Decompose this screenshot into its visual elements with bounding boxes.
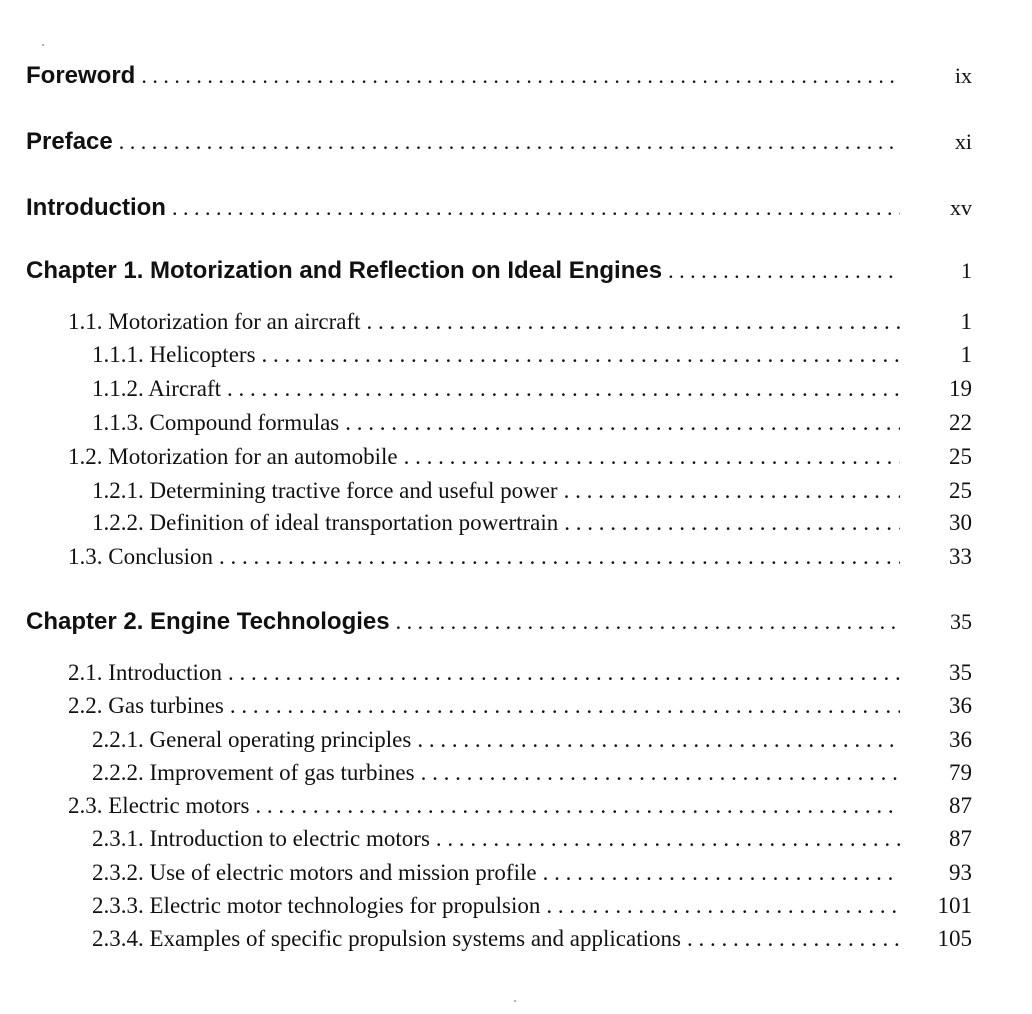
toc-page-number: 101 (937, 893, 972, 918)
toc-entry-2-3-2 (92, 860, 972, 886)
toc-title: Introduction (26, 194, 166, 221)
toc-entry-chapter-1 (26, 257, 972, 285)
toc-title: 1.1.2. Aircraft (92, 376, 222, 401)
toc-page-number: 36 (949, 693, 972, 718)
toc-title: 2.3. Electric motors (68, 793, 250, 818)
toc-title: 1.3. Conclusion (68, 544, 214, 569)
toc-page-number: 22 (949, 410, 972, 435)
toc-title: 2.3.2. Use of electric motors and mission profile (92, 860, 537, 885)
toc-entry-2-1 (68, 660, 972, 686)
dot-leader (255, 793, 900, 819)
toc-page-number: 105 (937, 926, 972, 951)
toc-entry-preface (26, 128, 972, 156)
dot-leader (227, 376, 900, 402)
toc-title: 2.2.2. Improvement of gas turbines (92, 760, 415, 785)
dot-leader (436, 826, 900, 852)
toc-entry-1-1-2 (92, 376, 972, 402)
toc-title: 1.1. Motorization for an aircraft (68, 309, 361, 334)
toc-page-number: 35 (950, 609, 972, 634)
toc-entry-introduction (26, 194, 972, 222)
toc-entry-1-2-2 (92, 510, 972, 536)
toc-entry-2-2-2 (92, 760, 972, 786)
dot-leader (367, 309, 901, 335)
toc-title: 1.2.1. Determining tractive force and useful power (92, 478, 558, 503)
toc-page-number: 25 (949, 478, 972, 503)
toc-page-number: xv (950, 195, 972, 220)
toc-page-number: 79 (949, 760, 972, 785)
toc-title: Foreword (26, 62, 136, 89)
toc-page-number: ix (954, 63, 972, 88)
dot-leader (543, 860, 900, 886)
toc-page-number: 87 (949, 826, 972, 851)
toc-title: Chapter 2. Engine Technologies (26, 608, 390, 635)
toc-entry-1-1-3 (92, 410, 972, 436)
dot-leader (564, 510, 900, 536)
toc-title: 1.2. Motorization for an automobile (68, 444, 398, 469)
toc-page-number: 87 (949, 793, 972, 818)
toc-entry-1-2-1 (92, 478, 972, 504)
toc-entry-2-2 (68, 693, 972, 719)
toc-title: 1.1.3. Compound formulas (92, 410, 340, 435)
toc-title: 1.1.1. Helicopters (92, 342, 256, 367)
toc-entry-foreword (26, 62, 972, 90)
toc-title: 2.1. Introduction (68, 660, 222, 685)
dot-leader (668, 258, 900, 284)
toc-page-number: 35 (949, 660, 972, 685)
dot-leader (404, 444, 900, 470)
dot-leader (172, 195, 900, 221)
dot-leader (219, 544, 900, 570)
toc-entry-2-3 (68, 793, 972, 819)
toc-entry-1-1 (68, 309, 972, 335)
dot-leader (230, 693, 900, 719)
toc-page-number: 25 (949, 444, 972, 469)
toc-entry-2-3-3 (92, 893, 972, 919)
toc-title: 2.3.4. Examples of specific propulsion systems and applications (92, 926, 681, 951)
dot-leader (396, 609, 900, 635)
toc-page-number: 19 (949, 376, 972, 401)
toc-page-number: 30 (949, 510, 972, 535)
toc-title: Preface (26, 128, 113, 155)
toc-title: 2.2. Gas turbines (68, 693, 224, 718)
dot-leader (119, 129, 900, 155)
dot-leader (417, 727, 900, 753)
dot-leader (345, 410, 900, 436)
toc-title: 1.2.2. Definition of ideal transportation powertrain (92, 510, 559, 535)
toc-entry-2-3-1 (92, 826, 972, 852)
dot-leader (546, 893, 900, 919)
dot-leader (141, 63, 900, 89)
toc-title: 2.3.1. Introduction to electric motors (92, 826, 430, 851)
toc-page-number: 36 (949, 727, 972, 752)
toc-title: Chapter 1. Motorization and Reflection on Ideal Engines (26, 257, 663, 284)
toc-page-number: 33 (949, 544, 972, 569)
toc-page-number: 93 (949, 860, 972, 885)
toc-page-number: 1 (960, 309, 972, 334)
toc-page-number: 1 (961, 258, 972, 283)
toc-entry-1-1-1 (92, 342, 972, 368)
dot-leader (262, 342, 900, 368)
dot-leader (564, 478, 900, 504)
toc-page-number: xi (954, 129, 972, 154)
toc-entry-2-3-4 (92, 926, 972, 952)
toc-entry-2-2-1 (92, 727, 972, 753)
toc-page-number: 1 (960, 342, 972, 367)
dot-leader (228, 660, 900, 686)
toc-entry-1-2 (68, 444, 972, 470)
toc-title: 2.3.3. Electric motor technologies for propulsion (92, 893, 541, 918)
scan-speck (514, 1000, 516, 1002)
toc-entry-1-3 (68, 544, 972, 570)
dot-leader (687, 926, 900, 952)
dot-leader (421, 760, 900, 786)
toc-entry-chapter-2 (26, 608, 972, 636)
toc-title: 2.2.1. General operating principles (92, 727, 412, 752)
scan-speck (42, 44, 44, 46)
